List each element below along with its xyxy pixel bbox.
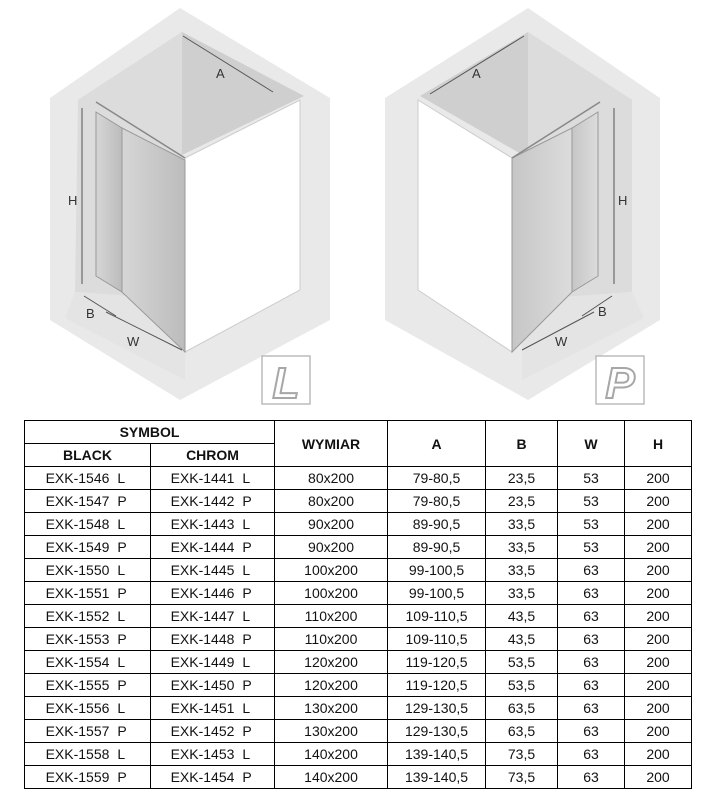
cell-wymiar: 80x200 bbox=[275, 467, 388, 490]
cell-h: 200 bbox=[625, 743, 692, 766]
black-symbol-side: L bbox=[117, 654, 126, 670]
cell-wymiar: 100x200 bbox=[275, 559, 388, 582]
chrom-symbol-side: P bbox=[242, 585, 252, 601]
black-symbol-side: P bbox=[117, 539, 127, 555]
cell-h: 200 bbox=[625, 559, 692, 582]
chrom-symbol-cell bbox=[151, 559, 275, 582]
left-dimension-b-label: B bbox=[86, 306, 95, 321]
header-w: W bbox=[558, 421, 625, 467]
black-symbol-code: EXK-1556 bbox=[45, 700, 110, 716]
header-b: B bbox=[486, 421, 558, 467]
cell-w: 53 bbox=[558, 513, 625, 536]
cell-w: 63 bbox=[558, 651, 625, 674]
table-row bbox=[25, 674, 692, 697]
left-dimension-w-label: W bbox=[127, 334, 140, 349]
chrom-symbol-side: L bbox=[242, 516, 251, 532]
chrom-symbol-code: EXK-1446 bbox=[170, 585, 235, 601]
black-symbol-cell bbox=[25, 674, 151, 697]
chrom-symbol-code: EXK-1441 bbox=[170, 470, 235, 486]
table-row bbox=[25, 490, 692, 513]
black-symbol-side: P bbox=[117, 585, 127, 601]
table-row bbox=[25, 605, 692, 628]
cell-b: 23,5 bbox=[486, 467, 558, 490]
cell-w: 63 bbox=[558, 559, 625, 582]
left-dimension-a-label: A bbox=[216, 66, 225, 81]
table-row bbox=[25, 536, 692, 559]
chrom-symbol-cell bbox=[151, 490, 275, 513]
table-row bbox=[25, 743, 692, 766]
chrom-symbol-cell bbox=[151, 536, 275, 559]
cell-a: 79-80,5 bbox=[388, 467, 486, 490]
black-symbol-cell bbox=[25, 720, 151, 743]
cell-h: 200 bbox=[625, 766, 692, 789]
cell-wymiar: 80x200 bbox=[275, 490, 388, 513]
cell-h: 200 bbox=[625, 467, 692, 490]
cell-wymiar: 130x200 bbox=[275, 720, 388, 743]
cell-a: 129-130,5 bbox=[388, 720, 486, 743]
cell-wymiar: 110x200 bbox=[275, 628, 388, 651]
cell-w: 63 bbox=[558, 766, 625, 789]
cell-h: 200 bbox=[625, 490, 692, 513]
right-dimension-a-label: A bbox=[472, 66, 481, 81]
cell-w: 53 bbox=[558, 490, 625, 513]
black-symbol-cell bbox=[25, 605, 151, 628]
right-glass-fixed bbox=[572, 112, 598, 292]
cell-b: 73,5 bbox=[486, 743, 558, 766]
cell-wymiar: 90x200 bbox=[275, 536, 388, 559]
cell-h: 200 bbox=[625, 628, 692, 651]
black-symbol-side: L bbox=[117, 746, 126, 762]
chrom-symbol-code: EXK-1452 bbox=[170, 723, 235, 739]
cell-w: 53 bbox=[558, 536, 625, 559]
left-enclosure-diagram bbox=[50, 8, 330, 408]
black-symbol-side: L bbox=[117, 700, 126, 716]
dimension-table bbox=[24, 420, 692, 789]
table-row bbox=[25, 467, 692, 490]
chrom-symbol-side: P bbox=[242, 493, 252, 509]
cell-a: 119-120,5 bbox=[388, 651, 486, 674]
black-symbol-side: L bbox=[117, 516, 126, 532]
cell-wymiar: 120x200 bbox=[275, 651, 388, 674]
cell-a: 89-90,5 bbox=[388, 536, 486, 559]
chrom-symbol-side: L bbox=[242, 700, 251, 716]
chrom-symbol-code: EXK-1453 bbox=[170, 746, 235, 762]
header-h: H bbox=[625, 421, 692, 467]
cell-w: 63 bbox=[558, 605, 625, 628]
chrom-symbol-side: L bbox=[242, 608, 251, 624]
cell-wymiar: 120x200 bbox=[275, 674, 388, 697]
cell-b: 23,5 bbox=[486, 490, 558, 513]
chrom-symbol-cell bbox=[151, 513, 275, 536]
cell-b: 33,5 bbox=[486, 536, 558, 559]
chrom-symbol-side: P bbox=[242, 769, 252, 785]
black-symbol-cell bbox=[25, 582, 151, 605]
chrom-symbol-code: EXK-1445 bbox=[170, 562, 235, 578]
chrom-symbol-code: EXK-1448 bbox=[170, 631, 235, 647]
header-a: A bbox=[388, 421, 486, 467]
table-row bbox=[25, 766, 692, 789]
cell-a: 99-100,5 bbox=[388, 559, 486, 582]
cell-wymiar: 110x200 bbox=[275, 605, 388, 628]
header-chrom: CHROM bbox=[151, 444, 275, 467]
black-symbol-code: EXK-1550 bbox=[45, 562, 110, 578]
cell-b: 63,5 bbox=[486, 720, 558, 743]
cell-wymiar: 90x200 bbox=[275, 513, 388, 536]
cell-w: 53 bbox=[558, 467, 625, 490]
chrom-symbol-code: EXK-1442 bbox=[170, 493, 235, 509]
cell-wymiar: 130x200 bbox=[275, 697, 388, 720]
table-row bbox=[25, 513, 692, 536]
chrom-symbol-code: EXK-1447 bbox=[170, 608, 235, 624]
black-symbol-cell bbox=[25, 628, 151, 651]
cell-h: 200 bbox=[625, 605, 692, 628]
right-enclosure-diagram bbox=[385, 8, 660, 408]
chrom-symbol-code: EXK-1449 bbox=[170, 654, 235, 670]
cell-b: 53,5 bbox=[486, 651, 558, 674]
table-row bbox=[25, 697, 692, 720]
cell-wymiar: 100x200 bbox=[275, 582, 388, 605]
chrom-symbol-cell bbox=[151, 605, 275, 628]
cell-w: 63 bbox=[558, 743, 625, 766]
black-symbol-cell bbox=[25, 651, 151, 674]
black-symbol-cell bbox=[25, 697, 151, 720]
chrom-symbol-side: L bbox=[242, 746, 251, 762]
header-wymiar: WYMIAR bbox=[275, 421, 388, 467]
chrom-symbol-side: P bbox=[242, 677, 252, 693]
black-symbol-code: EXK-1553 bbox=[45, 631, 110, 647]
black-symbol-code: EXK-1547 bbox=[45, 493, 110, 509]
chrom-symbol-code: EXK-1451 bbox=[170, 700, 235, 716]
chrom-symbol-cell bbox=[151, 651, 275, 674]
chrom-symbol-cell bbox=[151, 743, 275, 766]
black-symbol-code: EXK-1555 bbox=[45, 677, 110, 693]
chrom-symbol-side: P bbox=[242, 631, 252, 647]
table-row bbox=[25, 582, 692, 605]
cell-a: 99-100,5 bbox=[388, 582, 486, 605]
cell-w: 63 bbox=[558, 720, 625, 743]
black-symbol-side: P bbox=[117, 723, 127, 739]
cell-w: 63 bbox=[558, 674, 625, 697]
header-symbol: SYMBOL bbox=[25, 421, 275, 444]
black-symbol-code: EXK-1548 bbox=[45, 516, 110, 532]
black-symbol-code: EXK-1554 bbox=[45, 654, 110, 670]
cell-a: 119-120,5 bbox=[388, 674, 486, 697]
left-glass-fixed bbox=[96, 112, 122, 292]
cell-b: 33,5 bbox=[486, 513, 558, 536]
chrom-symbol-cell bbox=[151, 467, 275, 490]
table-row bbox=[25, 559, 692, 582]
black-symbol-side: L bbox=[117, 562, 126, 578]
table-row bbox=[25, 651, 692, 674]
black-symbol-code: EXK-1546 bbox=[45, 470, 110, 486]
cell-h: 200 bbox=[625, 536, 692, 559]
black-symbol-cell bbox=[25, 766, 151, 789]
table-row bbox=[25, 628, 692, 651]
left-dimension-h-label: H bbox=[68, 193, 78, 208]
cell-a: 139-140,5 bbox=[388, 743, 486, 766]
cell-a: 139-140,5 bbox=[388, 766, 486, 789]
black-symbol-cell bbox=[25, 467, 151, 490]
chrom-symbol-cell bbox=[151, 674, 275, 697]
black-symbol-side: L bbox=[117, 470, 126, 486]
cell-a: 79-80,5 bbox=[388, 490, 486, 513]
chrom-symbol-cell bbox=[151, 582, 275, 605]
black-symbol-side: P bbox=[117, 769, 127, 785]
black-symbol-code: EXK-1551 bbox=[45, 585, 110, 601]
cell-b: 33,5 bbox=[486, 559, 558, 582]
right-dimension-w-label: W bbox=[555, 334, 568, 349]
chrom-symbol-cell bbox=[151, 720, 275, 743]
left-variant-badge-letter: L bbox=[272, 359, 300, 408]
cell-w: 63 bbox=[558, 628, 625, 651]
right-variant-badge-letter: P bbox=[605, 359, 635, 408]
cell-b: 63,5 bbox=[486, 697, 558, 720]
black-symbol-cell bbox=[25, 490, 151, 513]
table-row bbox=[25, 720, 692, 743]
cell-a: 109-110,5 bbox=[388, 628, 486, 651]
table-body bbox=[25, 467, 692, 789]
cell-wymiar: 140x200 bbox=[275, 766, 388, 789]
black-symbol-side: P bbox=[117, 493, 127, 509]
cell-a: 89-90,5 bbox=[388, 513, 486, 536]
cell-b: 73,5 bbox=[486, 766, 558, 789]
chrom-symbol-code: EXK-1454 bbox=[170, 769, 235, 785]
cell-h: 200 bbox=[625, 582, 692, 605]
chrom-symbol-side: L bbox=[242, 470, 251, 486]
cell-h: 200 bbox=[625, 674, 692, 697]
cell-h: 200 bbox=[625, 697, 692, 720]
cell-h: 200 bbox=[625, 513, 692, 536]
right-dimension-b-label: B bbox=[598, 304, 607, 319]
cell-wymiar: 140x200 bbox=[275, 743, 388, 766]
cell-a: 109-110,5 bbox=[388, 605, 486, 628]
chrom-symbol-side: L bbox=[242, 562, 251, 578]
black-symbol-cell bbox=[25, 513, 151, 536]
chrom-symbol-cell bbox=[151, 628, 275, 651]
cell-b: 43,5 bbox=[486, 628, 558, 651]
cell-b: 43,5 bbox=[486, 605, 558, 628]
chrom-symbol-code: EXK-1450 bbox=[170, 677, 235, 693]
cell-b: 33,5 bbox=[486, 582, 558, 605]
black-symbol-code: EXK-1549 bbox=[45, 539, 110, 555]
chrom-symbol-side: L bbox=[242, 654, 251, 670]
chrom-symbol-code: EXK-1444 bbox=[170, 539, 235, 555]
cell-h: 200 bbox=[625, 651, 692, 674]
cell-b: 53,5 bbox=[486, 674, 558, 697]
black-symbol-cell bbox=[25, 536, 151, 559]
black-symbol-code: EXK-1552 bbox=[45, 608, 110, 624]
chrom-symbol-side: P bbox=[242, 539, 252, 555]
header-black: BLACK bbox=[25, 444, 151, 467]
black-symbol-code: EXK-1558 bbox=[45, 746, 110, 762]
chrom-symbol-cell bbox=[151, 766, 275, 789]
black-symbol-cell bbox=[25, 743, 151, 766]
black-symbol-code: EXK-1559 bbox=[45, 769, 110, 785]
black-symbol-side: L bbox=[117, 608, 126, 624]
chrom-symbol-side: P bbox=[242, 723, 252, 739]
chrom-symbol-code: EXK-1443 bbox=[170, 516, 235, 532]
black-symbol-code: EXK-1557 bbox=[45, 723, 110, 739]
cell-w: 63 bbox=[558, 697, 625, 720]
black-symbol-cell bbox=[25, 559, 151, 582]
cell-a: 129-130,5 bbox=[388, 697, 486, 720]
black-symbol-side: P bbox=[117, 631, 127, 647]
chrom-symbol-cell bbox=[151, 697, 275, 720]
cell-w: 63 bbox=[558, 582, 625, 605]
black-symbol-side: P bbox=[117, 677, 127, 693]
cell-h: 200 bbox=[625, 720, 692, 743]
right-dimension-h-label: H bbox=[618, 193, 628, 208]
